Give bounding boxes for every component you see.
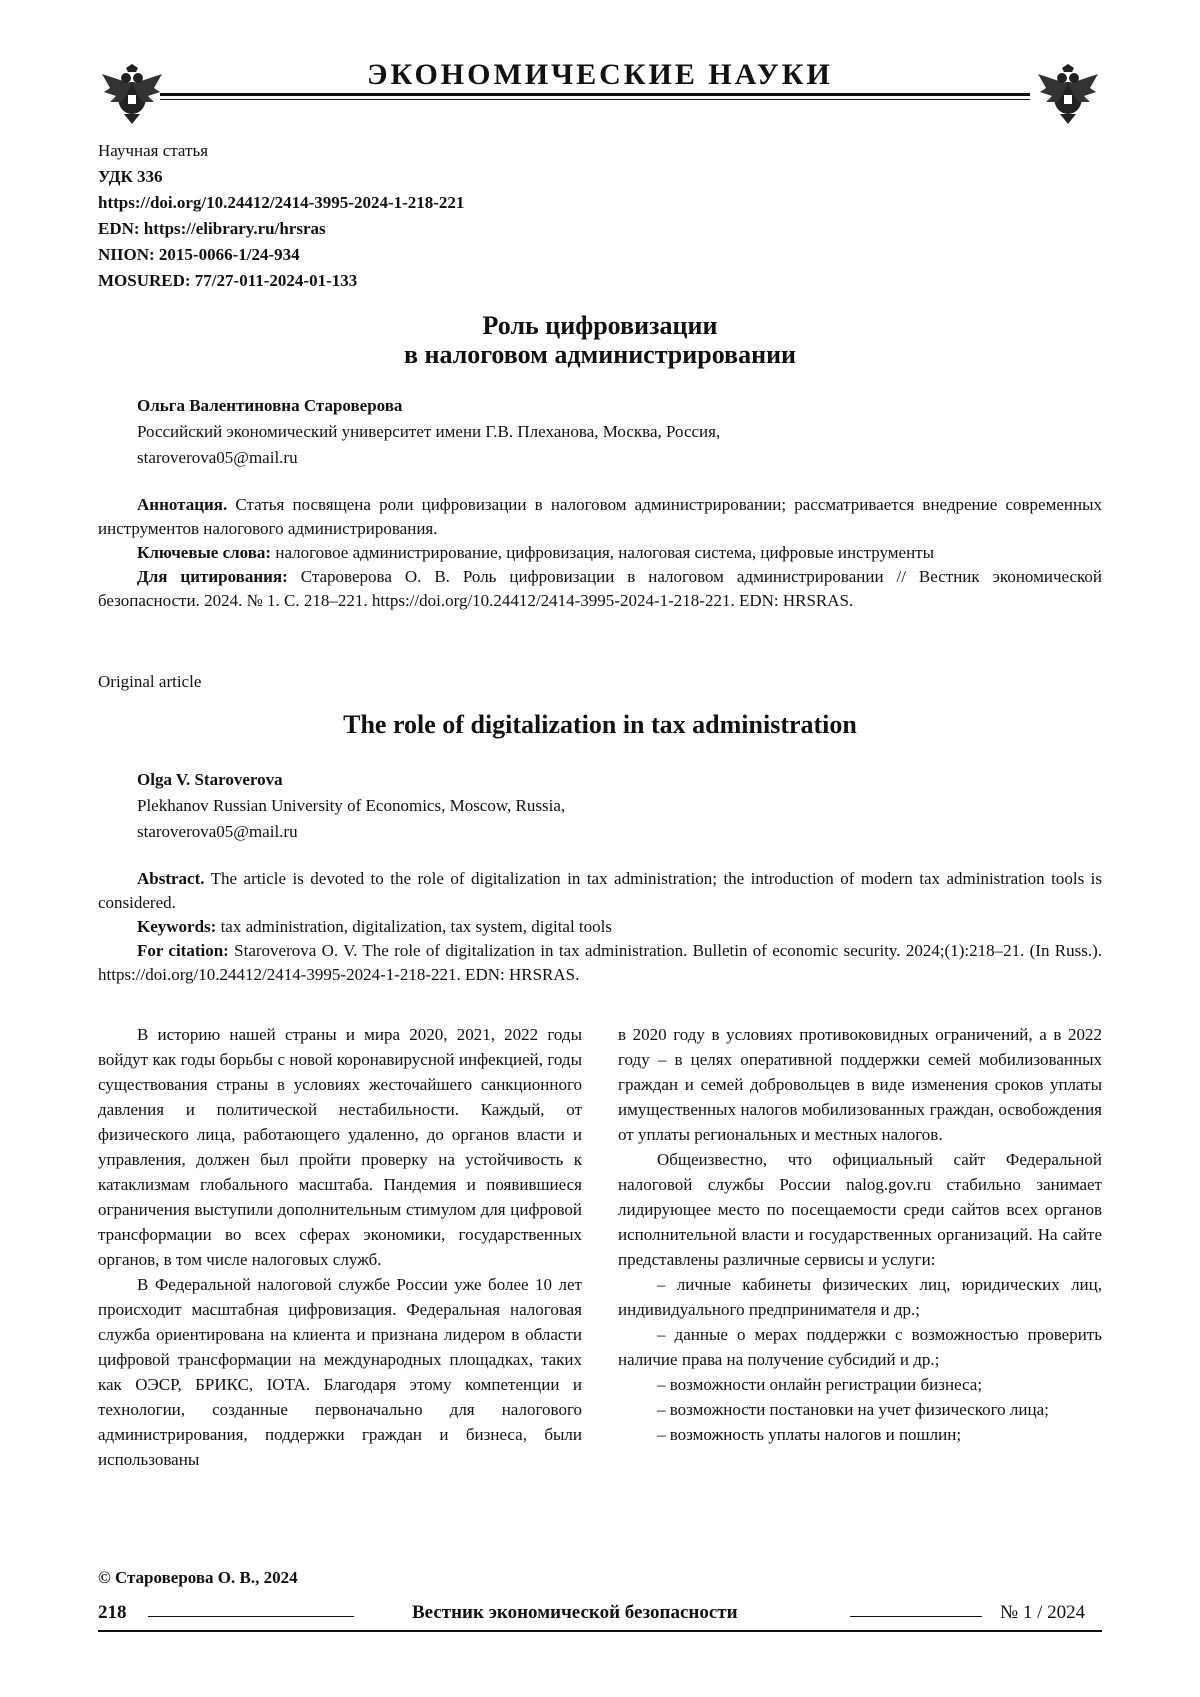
footer-rule-right bbox=[850, 1616, 982, 1617]
title-ru-line1: Роль цифровизации bbox=[482, 311, 718, 340]
list-item: – возможность уплаты налогов и пошлин; bbox=[657, 1425, 962, 1444]
email-en[interactable]: staroverova05@mail.ru bbox=[137, 822, 298, 841]
keywords-ru bbox=[98, 541, 1102, 565]
keywords-label-en: Keywords: bbox=[137, 917, 217, 936]
author-name-en: Olga V. Staroverova bbox=[137, 770, 283, 789]
footer-underline bbox=[98, 1630, 1102, 1632]
body-column-right bbox=[618, 1022, 1102, 1447]
title-ru-line2: в налоговом администрировании bbox=[403, 340, 797, 369]
author-block-ru bbox=[137, 393, 720, 471]
issue-number: № 1 / 2024 bbox=[1000, 1602, 1086, 1623]
title-ru bbox=[0, 311, 1200, 369]
list-item: – личные кабинеты физических лиц, юридических лиц, индивидуального предпринимателя и др.; bbox=[618, 1275, 1102, 1319]
article-type-en: Original article bbox=[98, 672, 202, 691]
journal-name: Вестник экономической безопасности bbox=[412, 1602, 738, 1623]
citation-label-en: For citation: bbox=[137, 941, 229, 960]
keywords-text-ru: налоговое администрирование, цифровизация, налоговая система, цифровые инструменты bbox=[271, 543, 935, 562]
list-item: – возможности постановки на учет физического лица; bbox=[657, 1400, 1049, 1419]
author-name-ru: Ольга Валентиновна Староверова bbox=[137, 396, 403, 415]
abstract-block-en bbox=[98, 867, 1102, 987]
footer-rule-left bbox=[148, 1616, 354, 1617]
edn-link[interactable]: EDN: https://elibrary.ru/hrsras bbox=[98, 219, 326, 238]
citation-text-ru: Староверова О. В. Роль цифровизации в налоговом администрировании // Вестник экономической безопасности. 2024. № 1. С. 218–221. https://doi.org/10.24412/2414-3995-2024-1-218-221. EDN: HRSRAS. bbox=[98, 567, 1103, 610]
abstract-label-en: Abstract. bbox=[137, 869, 205, 888]
abstract-text-en: The article is devoted to the role of digitalization in tax administration; the introduction of modern tax administration tools is considered. bbox=[98, 869, 1102, 912]
affiliation-ru: Российский экономический университет имени Г.В. Плеханова, Москва, Россия, bbox=[137, 422, 721, 441]
keywords-text-en: tax administration, digitalization, tax system, digital tools bbox=[216, 917, 612, 936]
udk: УДК 336 bbox=[98, 167, 163, 186]
email-ru[interactable]: staroverova05@mail.ru bbox=[137, 448, 298, 467]
mosured: MOSURED: 77/27-011-2024-01-133 bbox=[98, 271, 358, 290]
section-title: ЭКОНОМИЧЕСКИЕ НАУКИ bbox=[367, 58, 833, 91]
list-item: – возможности онлайн регистрации бизнеса; bbox=[657, 1375, 983, 1394]
keywords-label-ru: Ключевые слова: bbox=[137, 543, 272, 562]
body-column-left bbox=[98, 1022, 582, 1472]
body-paragraph: В Федеральной налоговой службе России уже более 10 лет происходит масштабная цифровизация. Федеральная налоговая служба ориентирована на клиента и признана лидером в области цифровой трансформации на международных площадках, таких как ОЭСР, БРИКС, IOTA. Благодаря этому компетенции и технологии, созданные первоначально для налогового администрирования, поддержки граждан и бизнеса, были использованы bbox=[98, 1275, 582, 1469]
affiliation-en: Plekhanov Russian University of Economics, Moscow, Russia, bbox=[137, 796, 566, 815]
list-item: – данные о мерах поддержки с возможностью проверить наличие права на получение субсидий и др.; bbox=[618, 1325, 1102, 1369]
header-rule-thin bbox=[160, 99, 1030, 100]
title-en: The role of digitalization in tax administration bbox=[343, 710, 857, 739]
doi-link[interactable]: https://doi.org/10.24412/2414-3995-2024-1-218-221 bbox=[98, 193, 465, 212]
copyright: © Староверова О. В., 2024 bbox=[98, 1568, 298, 1587]
abstract-ru bbox=[98, 493, 1102, 541]
body-paragraph: Общеизвестно, что официальный сайт Федеральной налоговой службы России nalog.gov.ru стабильно занимает лидирующее место по посещаемости среди сайтов всех органов исполнительной власти и государственных организаций. На сайте представлены различные сервисы и услуги: bbox=[618, 1150, 1102, 1269]
abstract-en bbox=[98, 867, 1102, 915]
page-number: 218 bbox=[98, 1602, 127, 1623]
abstract-block-ru bbox=[98, 493, 1102, 613]
abstract-text-ru: Статья посвящена роли цифровизации в налоговом администрировании; рассматривается внедрение современных инструментов налогового администрирования. bbox=[98, 495, 1102, 538]
abstract-label-ru: Аннотация. bbox=[137, 495, 228, 514]
citation-en bbox=[98, 939, 1102, 987]
article-type: Научная статья bbox=[98, 141, 209, 160]
body-paragraph: В историю нашей страны и мира 2020, 2021, 2022 годы войдут как годы борьбы с новой коронавирусной инфекцией, годы существования страны в условиях жесточайшего санкционного давления и политической нестабильности. Каждый, от физического лица, работающего удаленно, до органов власти и управления, должен был пройти проверку на устойчивость к катаклизмам глобального масштаба. Пандемия и появившиеся ограничения выступили дополнительным стимулом для цифровой трансформации во всех сферах экономики, государственных органов, в том числе налоговых служб. bbox=[98, 1025, 582, 1269]
author-block-en bbox=[137, 767, 565, 845]
citation-ru bbox=[98, 565, 1102, 613]
header-rule-thick bbox=[160, 93, 1030, 96]
niion: NIION: 2015-0066-1/24-934 bbox=[98, 245, 300, 264]
body-paragraph-continued: в 2020 году в условиях противоковидных ограничений, а в 2022 году – в целях оперативной поддержки семей мобилизованных граждан и семей добровольцев в виде изменения сроков уплаты имущественных налогов мобилизованных граждан, освобождения от уплаты региональных и местных налогов. bbox=[618, 1025, 1102, 1144]
keywords-en bbox=[98, 915, 1102, 939]
article-metadata bbox=[98, 138, 464, 294]
citation-text-en: Staroverova O. V. The role of digitalization in tax administration. Bulletin of economic security. 2024;(1):218–21. (In Russ.). https://doi.org/10.24412/2414-3995-2024-1-218-221. EDN: HRSRAS. bbox=[98, 941, 1102, 984]
citation-label-ru: Для цитирования: bbox=[137, 567, 288, 586]
